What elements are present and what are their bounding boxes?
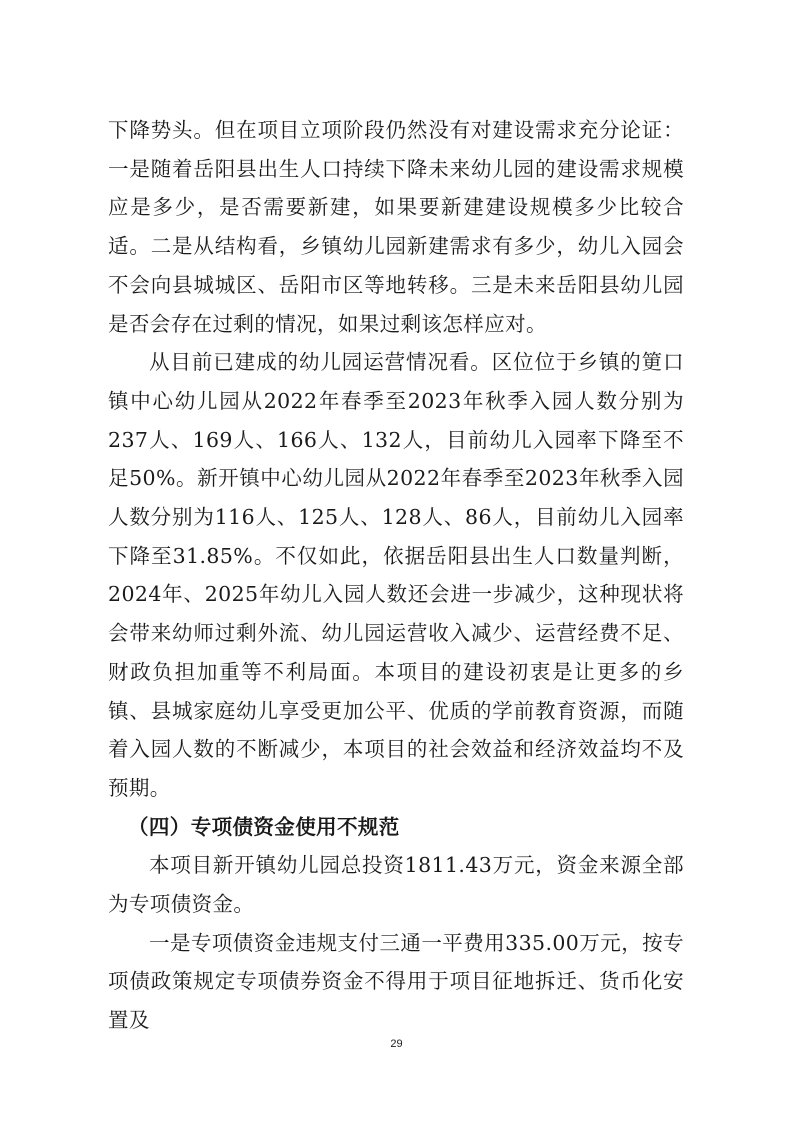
page-number: 29: [390, 1038, 403, 1050]
section-heading: （四）专项债资金使用不规范: [128, 814, 400, 839]
paragraph-investment: 本项目新开镇幼儿园总投资1811.43万元，资金来源全部为专项债资金。: [108, 853, 684, 917]
paragraph-fund-violation: 一是专项债资金违规支付三通一平费用335.00万元，按专项债政策规定专项债券资金不得用于项目征地拆迁、货币化安置及: [108, 930, 684, 1033]
document-body: [108, 111, 684, 1040]
paragraph-continuation: 下降势头。但在项目立项阶段仍然没有对建设需求充分论证：一是随着岳阳县出生人口持续下降未来幼儿园的建设需求规模应是多少，是否需要新建，如果要新建建设规模多少比较合适。二是从结构看，乡镇幼儿园新建需求有多少，幼儿入园会不会向县城城区、岳阳市区等地转移。三是未来岳阳县幼儿园是否会存在过剩的情况，如果过剩该怎样应对。: [108, 118, 684, 336]
paragraph-kindergarten-operation: 从目前已建成的幼儿园运营情况看。区位位于乡镇的筻口镇中心幼儿园从2022年春季至2023年秋季入园人数分别为237人、169人、166人、132人，目前幼儿入园率下降至不足50%。新开镇中心幼儿园从2022年春季至2023年秋季入园人数分别为116人、125人、128人、86人，目前幼儿入园率下降至31.85%。不仅如此，依据岳阳县出生人口数量判断，2024年、2025年幼儿入园人数还会进一步减少，这种现状将会带来幼师过剩外流、幼儿园运营收入减少、运营经费不足、财政负担加重等不利局面。本项目的建设初衷是让更多的乡镇、县城家庭幼儿享受更加公平、优质的学前教育资源，而随着入园人数的不断减少，本项目的社会效益和经济效益均不及预期。: [108, 350, 684, 800]
